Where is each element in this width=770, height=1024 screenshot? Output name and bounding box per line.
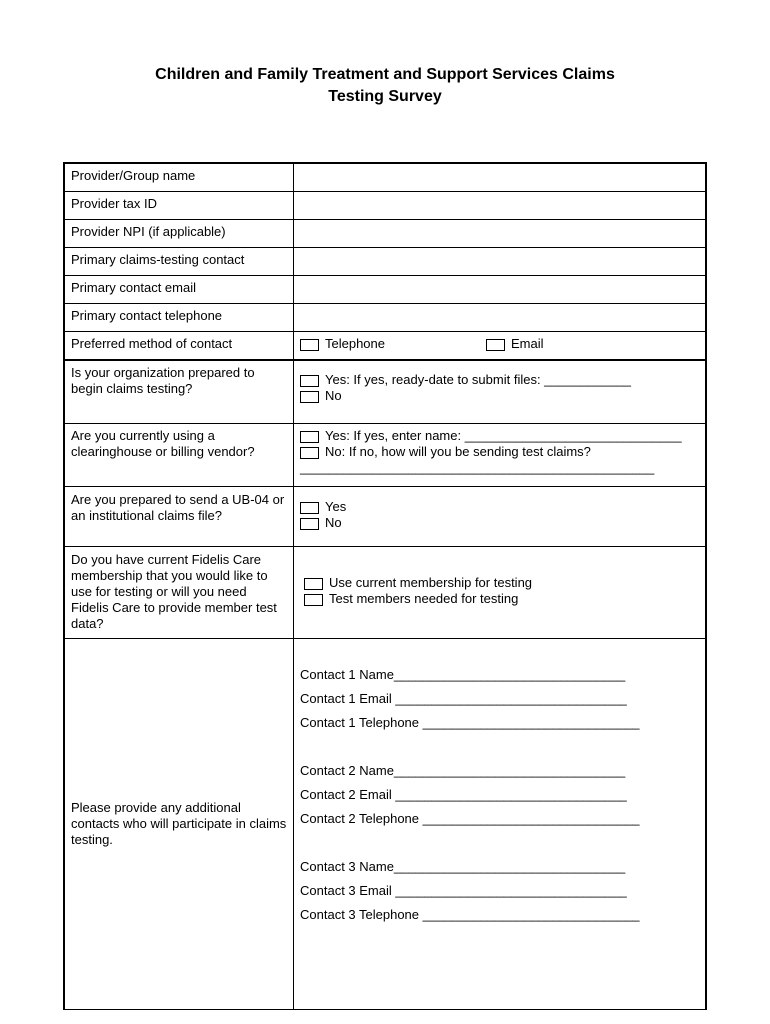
prepared-no-option[interactable]	[300, 388, 699, 404]
prepared-options	[294, 360, 707, 424]
contact-1-group	[300, 663, 699, 735]
membership-current-option[interactable]	[304, 575, 699, 591]
provider-tax-id-field[interactable]	[294, 192, 707, 220]
contact-2-group	[300, 759, 699, 831]
additional-contacts-fields	[294, 639, 707, 1010]
prepared-yes-label: Yes: If yes, ready-date to submit files: ____________	[325, 372, 631, 387]
document-title	[0, 64, 770, 108]
ub04-yes-option[interactable]	[300, 499, 699, 515]
prepared-question: Is your organization prepared to begin claims testing?	[64, 360, 294, 424]
contact-3-telephone[interactable]: Contact 3 Telephone ______________________________	[300, 907, 640, 922]
contact-1-telephone[interactable]: Contact 1 Telephone ______________________________	[300, 715, 640, 730]
telephone-checkbox[interactable]	[300, 339, 319, 351]
primary-email-label: Primary contact email	[64, 276, 294, 304]
clearinghouse-no-label: No: If no, how will you be sending test claims?	[325, 444, 591, 459]
provider-npi-field[interactable]	[294, 220, 707, 248]
preferred-email-option[interactable]	[486, 336, 544, 352]
contact-1-name[interactable]: Contact 1 Name________________________________	[300, 667, 626, 682]
email-checkbox[interactable]	[486, 339, 505, 351]
contact-1-email[interactable]: Contact 1 Email ________________________________	[300, 691, 627, 706]
primary-telephone-label: Primary contact telephone	[64, 304, 294, 332]
contact-2-email[interactable]: Contact 2 Email ________________________________	[300, 787, 627, 802]
provider-group-name-label: Provider/Group name	[64, 163, 294, 192]
clearinghouse-yes-label: Yes: If yes, enter name: ______________________________	[325, 428, 682, 443]
provider-npi-label: Provider NPI (if applicable)	[64, 220, 294, 248]
clearinghouse-question: Are you currently using a clearinghouse or billing vendor?	[64, 424, 294, 487]
ub04-yes-label: Yes	[325, 499, 347, 514]
clearinghouse-method-line[interactable]: _________________________________________________	[300, 460, 655, 475]
prepared-no-label: No	[325, 388, 342, 403]
membership-question: Do you have current Fidelis Care membership that you would like to use for testing or will you need Fidelis Care to provide member test data?	[64, 547, 294, 639]
ub04-question: Are you prepared to send a UB-04 or an institutional claims file?	[64, 487, 294, 547]
membership-test-checkbox[interactable]	[304, 594, 323, 606]
clearinghouse-yes-option[interactable]	[300, 428, 699, 444]
telephone-option-label: Telephone	[325, 336, 385, 351]
membership-current-checkbox[interactable]	[304, 578, 323, 590]
ub04-no-checkbox[interactable]	[300, 518, 319, 530]
provider-group-name-field[interactable]	[294, 163, 707, 192]
ub04-yes-checkbox[interactable]	[300, 502, 319, 514]
preferred-method-label: Preferred method of contact	[64, 332, 294, 361]
preferred-method-options	[294, 332, 707, 361]
contact-3-name[interactable]: Contact 3 Name________________________________	[300, 859, 626, 874]
clearinghouse-no-checkbox[interactable]	[300, 447, 319, 459]
contact-3-group	[300, 855, 699, 927]
additional-contacts-question: Please provide any additional contacts who will participate in claims testing.	[64, 639, 294, 1010]
membership-test-option[interactable]	[304, 591, 699, 607]
ub04-no-label: No	[325, 515, 342, 530]
title-line-1: Children and Family Treatment and Support Services Claims	[155, 66, 615, 83]
membership-current-label: Use current membership for testing	[329, 575, 533, 590]
clearinghouse-no-option[interactable]	[300, 444, 699, 460]
prepared-no-checkbox[interactable]	[300, 391, 319, 403]
provider-tax-id-label: Provider tax ID	[64, 192, 294, 220]
contact-2-name[interactable]: Contact 2 Name________________________________	[300, 763, 626, 778]
ub04-options	[294, 487, 707, 547]
contact-2-telephone[interactable]: Contact 2 Telephone ______________________________	[300, 811, 640, 826]
title-line-2: Testing Survey	[328, 88, 442, 105]
prepared-yes-option[interactable]	[300, 372, 699, 388]
clearinghouse-options	[294, 424, 707, 487]
primary-contact-label: Primary claims-testing contact	[64, 248, 294, 276]
membership-test-label: Test members needed for testing	[329, 591, 519, 606]
membership-options	[294, 547, 707, 639]
survey-form-table	[63, 162, 707, 1010]
primary-email-field[interactable]	[294, 276, 707, 304]
email-option-label: Email	[511, 336, 544, 351]
ub04-no-option[interactable]	[300, 515, 699, 531]
clearinghouse-yes-checkbox[interactable]	[300, 431, 319, 443]
prepared-yes-checkbox[interactable]	[300, 375, 319, 387]
preferred-telephone-option[interactable]	[300, 336, 385, 352]
primary-telephone-field[interactable]	[294, 304, 707, 332]
contact-3-email[interactable]: Contact 3 Email ________________________________	[300, 883, 627, 898]
primary-contact-field[interactable]	[294, 248, 707, 276]
